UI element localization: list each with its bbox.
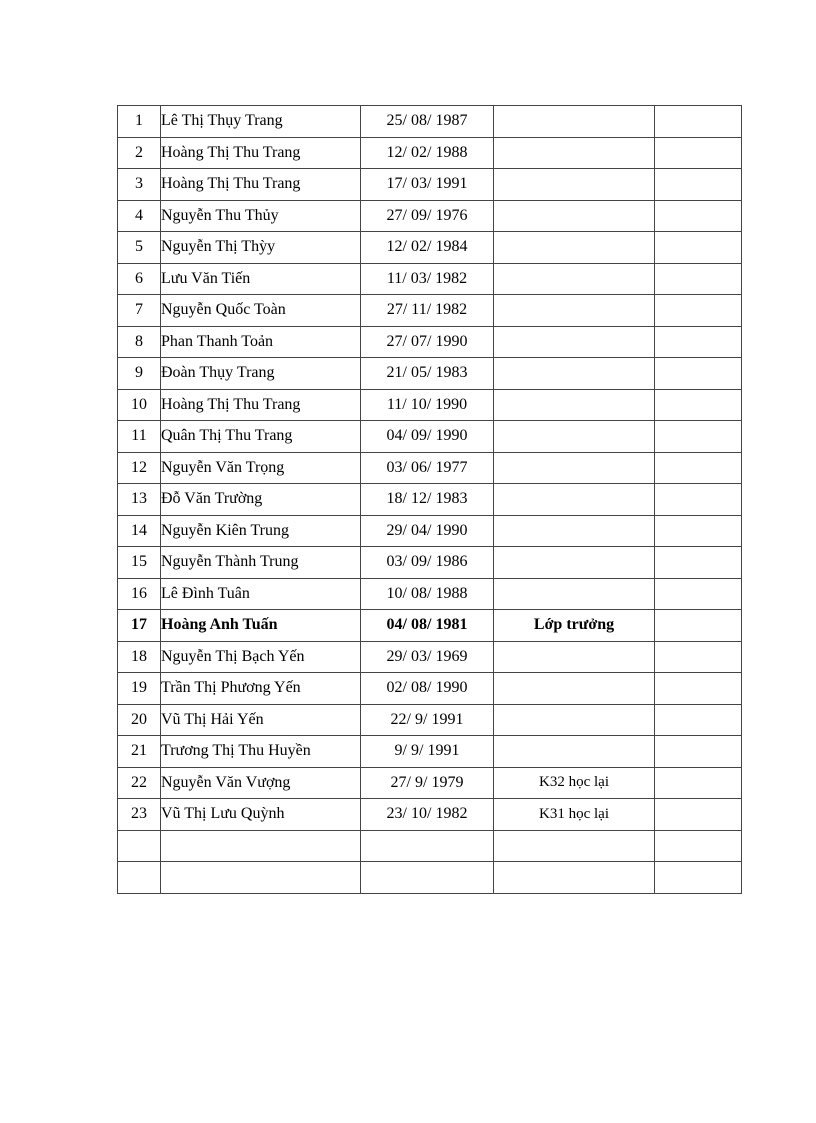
row-number-cell: 11 bbox=[118, 421, 161, 453]
table-row bbox=[118, 578, 742, 610]
note-cell bbox=[494, 232, 655, 264]
table-row bbox=[118, 515, 742, 547]
table-row bbox=[118, 169, 742, 201]
row-number-cell bbox=[118, 830, 161, 862]
birth-date-cell: 03/ 09/ 1986 bbox=[361, 547, 494, 579]
student-name-cell: Nguyễn Thị Bạch Yến bbox=[161, 641, 361, 673]
student-name-cell: Nguyễn Thị Thỳy bbox=[161, 232, 361, 264]
note-cell bbox=[494, 106, 655, 138]
row-number-cell: 9 bbox=[118, 358, 161, 390]
student-name-cell: Nguyễn Thu Thủy bbox=[161, 200, 361, 232]
birth-date-cell: 02/ 08/ 1990 bbox=[361, 673, 494, 705]
empty-cell bbox=[655, 484, 742, 516]
table-row bbox=[118, 830, 742, 862]
row-number-cell: 14 bbox=[118, 515, 161, 547]
note-cell bbox=[494, 673, 655, 705]
empty-cell bbox=[655, 358, 742, 390]
student-name-cell: Trần Thị Phương Yến bbox=[161, 673, 361, 705]
row-number-cell: 19 bbox=[118, 673, 161, 705]
birth-date-cell: 17/ 03/ 1991 bbox=[361, 169, 494, 201]
birth-date-cell: 21/ 05/ 1983 bbox=[361, 358, 494, 390]
student-name-cell: Lê Đình Tuân bbox=[161, 578, 361, 610]
table-row bbox=[118, 736, 742, 768]
row-number-cell: 7 bbox=[118, 295, 161, 327]
empty-cell bbox=[655, 200, 742, 232]
note-cell bbox=[494, 421, 655, 453]
birth-date-cell: 27/ 09/ 1976 bbox=[361, 200, 494, 232]
birth-date-cell: 23/ 10/ 1982 bbox=[361, 799, 494, 831]
roster-body bbox=[118, 106, 742, 894]
table-row bbox=[118, 106, 742, 138]
birth-date-cell: 27/ 07/ 1990 bbox=[361, 326, 494, 358]
birth-date-cell: 12/ 02/ 1988 bbox=[361, 137, 494, 169]
student-roster-table bbox=[117, 105, 742, 894]
birth-date-cell bbox=[361, 862, 494, 894]
note-cell bbox=[494, 295, 655, 327]
row-number-cell: 2 bbox=[118, 137, 161, 169]
note-cell bbox=[494, 389, 655, 421]
row-number-cell: 16 bbox=[118, 578, 161, 610]
table-row bbox=[118, 704, 742, 736]
student-name-cell: Nguyễn Văn Vượng bbox=[161, 767, 361, 799]
empty-cell bbox=[655, 326, 742, 358]
empty-cell bbox=[655, 389, 742, 421]
student-name-cell: Vũ Thị Lưu Quỳnh bbox=[161, 799, 361, 831]
note-cell bbox=[494, 326, 655, 358]
birth-date-cell: 04/ 09/ 1990 bbox=[361, 421, 494, 453]
student-name-cell: Quân Thị Thu Trang bbox=[161, 421, 361, 453]
birth-date-cell: 12/ 02/ 1984 bbox=[361, 232, 494, 264]
row-number-cell: 8 bbox=[118, 326, 161, 358]
empty-cell bbox=[655, 736, 742, 768]
table-row bbox=[118, 232, 742, 264]
row-number-cell: 21 bbox=[118, 736, 161, 768]
empty-cell bbox=[655, 767, 742, 799]
row-number-cell: 22 bbox=[118, 767, 161, 799]
empty-cell bbox=[655, 704, 742, 736]
empty-cell bbox=[655, 673, 742, 705]
table-row bbox=[118, 547, 742, 579]
note-cell bbox=[494, 641, 655, 673]
student-name-cell: Đoàn Thụy Trang bbox=[161, 358, 361, 390]
birth-date-cell: 25/ 08/ 1987 bbox=[361, 106, 494, 138]
row-number-cell: 13 bbox=[118, 484, 161, 516]
student-name-cell: Vũ Thị Hải Yến bbox=[161, 704, 361, 736]
row-number-cell: 18 bbox=[118, 641, 161, 673]
row-number-cell: 23 bbox=[118, 799, 161, 831]
birth-date-cell: 11/ 10/ 1990 bbox=[361, 389, 494, 421]
empty-cell bbox=[655, 578, 742, 610]
table-row bbox=[118, 799, 742, 831]
empty-cell bbox=[655, 452, 742, 484]
student-name-cell: Phan Thanh Toản bbox=[161, 326, 361, 358]
student-name-cell: Nguyễn Quốc Toàn bbox=[161, 295, 361, 327]
birth-date-cell: 04/ 08/ 1981 bbox=[361, 610, 494, 642]
empty-cell bbox=[655, 106, 742, 138]
row-number-cell: 1 bbox=[118, 106, 161, 138]
table-row bbox=[118, 421, 742, 453]
note-cell bbox=[494, 578, 655, 610]
row-number-cell: 15 bbox=[118, 547, 161, 579]
empty-cell bbox=[655, 232, 742, 264]
empty-cell bbox=[655, 830, 742, 862]
birth-date-cell: 29/ 04/ 1990 bbox=[361, 515, 494, 547]
row-number-cell: 20 bbox=[118, 704, 161, 736]
note-cell bbox=[494, 200, 655, 232]
birth-date-cell: 10/ 08/ 1988 bbox=[361, 578, 494, 610]
empty-cell bbox=[655, 263, 742, 295]
empty-cell bbox=[655, 547, 742, 579]
birth-date-cell: 27/ 11/ 1982 bbox=[361, 295, 494, 327]
note-cell bbox=[494, 137, 655, 169]
table-row bbox=[118, 484, 742, 516]
table-row bbox=[118, 200, 742, 232]
student-name-cell bbox=[161, 862, 361, 894]
student-name-cell: Lê Thị Thụy Trang bbox=[161, 106, 361, 138]
table-row bbox=[118, 295, 742, 327]
student-name-cell: Hoàng Thị Thu Trang bbox=[161, 389, 361, 421]
student-name-cell: Nguyễn Kiên Trung bbox=[161, 515, 361, 547]
note-cell bbox=[494, 358, 655, 390]
note-cell bbox=[494, 484, 655, 516]
row-number-cell: 4 bbox=[118, 200, 161, 232]
table-row bbox=[118, 389, 742, 421]
birth-date-cell bbox=[361, 830, 494, 862]
note-cell bbox=[494, 862, 655, 894]
table-row bbox=[118, 326, 742, 358]
student-name-cell: Lưu Văn Tiến bbox=[161, 263, 361, 295]
student-name-cell: Hoàng Anh Tuấn bbox=[161, 610, 361, 642]
empty-cell bbox=[655, 799, 742, 831]
table-row bbox=[118, 137, 742, 169]
row-number-cell: 5 bbox=[118, 232, 161, 264]
birth-date-cell: 22/ 9/ 1991 bbox=[361, 704, 494, 736]
birth-date-cell: 03/ 06/ 1977 bbox=[361, 452, 494, 484]
table-row bbox=[118, 263, 742, 295]
empty-cell bbox=[655, 421, 742, 453]
table-row bbox=[118, 610, 742, 642]
empty-cell bbox=[655, 515, 742, 547]
table-row bbox=[118, 673, 742, 705]
birth-date-cell: 9/ 9/ 1991 bbox=[361, 736, 494, 768]
birth-date-cell: 29/ 03/ 1969 bbox=[361, 641, 494, 673]
birth-date-cell: 27/ 9/ 1979 bbox=[361, 767, 494, 799]
row-number-cell: 3 bbox=[118, 169, 161, 201]
student-name-cell: Nguyễn Văn Trọng bbox=[161, 452, 361, 484]
row-number-cell: 12 bbox=[118, 452, 161, 484]
row-number-cell bbox=[118, 862, 161, 894]
empty-cell bbox=[655, 862, 742, 894]
note-cell: K32 học lại bbox=[494, 767, 655, 799]
empty-cell bbox=[655, 641, 742, 673]
table-row bbox=[118, 358, 742, 390]
birth-date-cell: 11/ 03/ 1982 bbox=[361, 263, 494, 295]
note-cell bbox=[494, 452, 655, 484]
student-name-cell: Đỗ Văn Trường bbox=[161, 484, 361, 516]
student-name-cell: Trương Thị Thu Huyền bbox=[161, 736, 361, 768]
note-cell: K31 học lại bbox=[494, 799, 655, 831]
note-cell bbox=[494, 736, 655, 768]
note-cell bbox=[494, 169, 655, 201]
birth-date-cell: 18/ 12/ 1983 bbox=[361, 484, 494, 516]
table-row bbox=[118, 862, 742, 894]
table-row bbox=[118, 641, 742, 673]
empty-cell bbox=[655, 295, 742, 327]
note-cell bbox=[494, 263, 655, 295]
table-row bbox=[118, 452, 742, 484]
note-cell bbox=[494, 830, 655, 862]
empty-cell bbox=[655, 169, 742, 201]
student-name-cell: Nguyễn Thành Trung bbox=[161, 547, 361, 579]
note-cell bbox=[494, 704, 655, 736]
row-number-cell: 10 bbox=[118, 389, 161, 421]
student-name-cell bbox=[161, 830, 361, 862]
empty-cell bbox=[655, 137, 742, 169]
student-name-cell: Hoàng Thị Thu Trang bbox=[161, 169, 361, 201]
row-number-cell: 17 bbox=[118, 610, 161, 642]
note-cell bbox=[494, 547, 655, 579]
table-row bbox=[118, 767, 742, 799]
note-cell: Lớp trưởng bbox=[494, 610, 655, 642]
student-name-cell: Hoàng Thị Thu Trang bbox=[161, 137, 361, 169]
note-cell bbox=[494, 515, 655, 547]
row-number-cell: 6 bbox=[118, 263, 161, 295]
empty-cell bbox=[655, 610, 742, 642]
